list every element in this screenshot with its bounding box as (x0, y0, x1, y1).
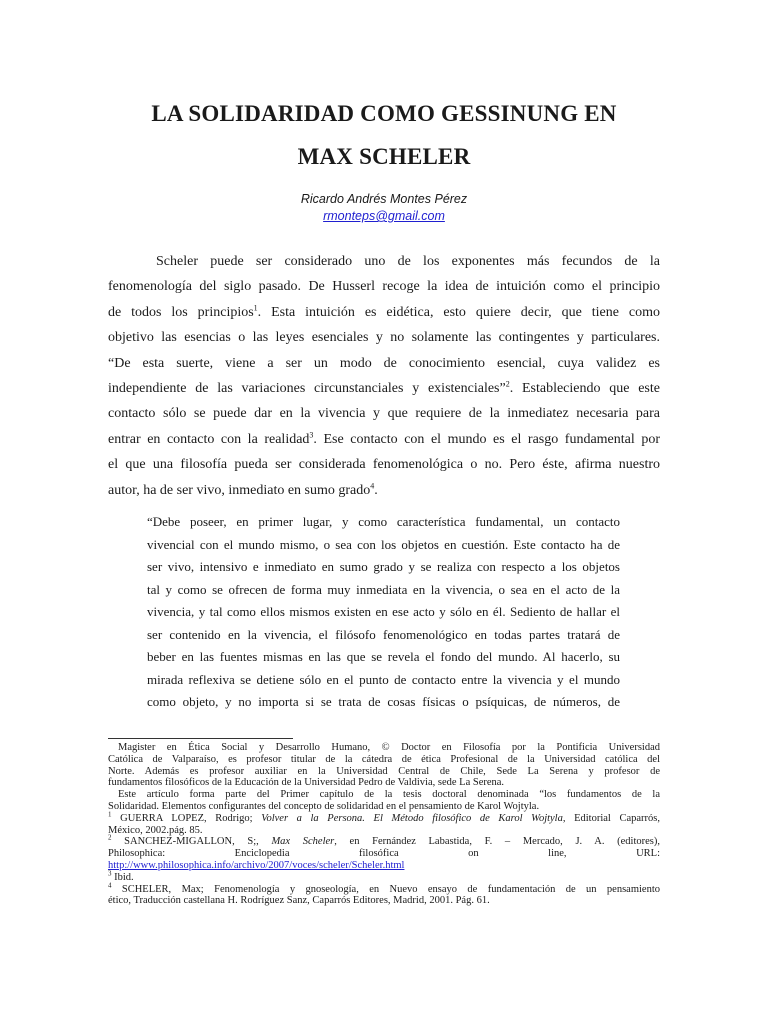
footnote-book-title: Volver a la Persona. El Método filosófico de Karol Wojtyla, (261, 812, 566, 824)
body-line: objetivo las esencias o las leyes esenciales y no solamente las contingentes y particulares. (108, 330, 660, 346)
quote-line: como objeto, y no importa si se trata de cosas físicas o psíquicas, de números, de (147, 694, 620, 709)
body-text-fragment: . Ese contacto con el mundo es el rasgo fundamental por (313, 431, 660, 447)
body-text-fragment: entrar en contacto con la realidad (108, 431, 310, 447)
body-text-fragment: de todos los principios (108, 304, 254, 320)
footnote-line: ético, Traducción castellana H. Rodríguez Sanz, Caparrós Editores, Madrid, 2001. Pág. 61. (108, 895, 490, 907)
body-text-fragment: . Estableciendo que este (509, 381, 660, 397)
quote-line: ser contenido en la vivencia, el filósofo fenomenológico en todas partes tratará de (147, 626, 620, 642)
footnote-publisher: Editorial Caparrós, (565, 812, 660, 824)
quote-line: vivencia, y tal como ellos mismos existen en ese acto y sólo en él. Sediento de hallar el (147, 604, 620, 619)
paper-title (60, 92, 708, 178)
footnote-line: México, 2002.pág. 85. (108, 824, 203, 836)
footnote-url-link[interactable]: http://www.philosophica.info/archivo/2007/voces/scheler/Scheler.html (108, 859, 405, 871)
footnote-ref-4[interactable]: 4 (370, 481, 375, 490)
footnote-mark: 2 (108, 833, 112, 842)
footnote-line: Magister en Ética Social y Desarrollo Humano, © Doctor en Filosofía por la Pontificia Universidad (118, 742, 660, 753)
body-line: “De esta suerte, viene a ser un modo de conocimiento esencial, cuya validez es (108, 355, 660, 371)
body-line (108, 376, 660, 401)
footnotes (108, 742, 660, 907)
footnote-book-title: Max Scheler (271, 836, 335, 848)
quote-line: mirada reflexiva se detiene sólo en el punto de contacto entre la vivencia y el mundo (147, 671, 620, 687)
body-line: fenomenología del siglo pasado. De Husserl recoge la idea de intuición como el principio (108, 279, 660, 295)
body-text-fragment: . Esta intuición es eidética, esto quiere decir, que tiene como (257, 304, 660, 320)
title-line-1: LA SOLIDARIDAD COMO GESSINUNG EN (151, 101, 617, 126)
footnote-ref-1[interactable]: 1 (253, 303, 258, 313)
footnote-url-line (108, 860, 660, 872)
footnote-ref-3[interactable]: 3 (309, 430, 314, 440)
footnote-line: Philosophica: Enciclopedia filosófica on line, URL: (108, 848, 660, 860)
footnote-mark: 1 (108, 810, 112, 819)
footnote-author: SANCHEZ-MIGALLON, S;, (111, 836, 272, 848)
email-link[interactable]: rmonteps@gmail.com (323, 209, 445, 223)
quote-line: tal y como se ofrecen de forma muy inmediata en la vivencia, o sea en el acto de la (147, 581, 620, 597)
quote-line: beber en las fuentes mismas en las que se revela el fondo del mundo. Al hacerlo, su (147, 649, 620, 664)
footnote-3 (108, 869, 660, 884)
footnote-ref-2[interactable]: 2 (505, 379, 510, 389)
footnote-2 (108, 833, 660, 848)
body-line: Scheler puede ser considerado uno de los exponentes más fecundos de la (156, 254, 660, 269)
body-line (108, 300, 660, 325)
footnote-text: SCHELER, Max; Fenomenología y gnoseología, en Nuevo ensayo de fundamentación de un pensamiento (111, 883, 660, 895)
footnote-text: Ibid. (111, 871, 134, 883)
body-text-fragment: . (374, 482, 378, 498)
body-text-fragment: independiente de las variaciones circunstanciales y existenciales” (108, 381, 506, 397)
quote-line: ser vivo, intensivo e inmediato en sumo grado y se realiza con respecto a los objetos (147, 559, 620, 574)
footnote-line: Este artículo forma parte del Primer capítulo de la tesis doctoral denominada “los fundamentos de la (118, 789, 660, 801)
footnote-line: Norte. Además es profesor auxiliar en la Universidad Central de Chile, Sede La Serena y profesor de (108, 765, 660, 777)
footnote-1 (108, 810, 660, 825)
footnote-publisher: , en Fernández Labastida, F. – Mercado, J. A. (editores), (334, 836, 660, 848)
body-line: el que una filosofía pueda ser considerada fenomenológica o no. Pero éste, afirma nuestro (108, 457, 660, 473)
body-line (108, 427, 660, 452)
author-name: Ricardo Andrés Montes Pérez (300, 192, 468, 206)
body-text-fragment: autor, ha de ser vivo, inmediato en sumo grado (108, 482, 371, 498)
footnote-4 (108, 881, 660, 896)
footnote-author: GUERRA LOPEZ, Rodrigo; (111, 812, 262, 824)
footnote-mark: 3 (108, 869, 112, 878)
body-line: contacto sólo se puede dar en la vivencia y que requiere de la inmediatez necesaria para (108, 406, 660, 422)
footnote-line: Solidaridad. Elementos configurantes del concepto de solidaridad en el pensamiento de Karol Wojtyla. (108, 800, 540, 812)
quote-line: “Debe poseer, en primer lugar, y como característica fundamental, un contacto (147, 514, 620, 529)
quote-line: vivencial con el mundo mismo, o sea con los objetos en cuestión. Este contacto ha de (147, 536, 620, 552)
body-line (108, 478, 660, 503)
author-email (0, 208, 768, 225)
title-line-2: MAX SCHELER (297, 144, 471, 169)
block-quote (147, 511, 620, 714)
footnote-mark: 4 (108, 881, 112, 890)
footnote-line: fundamentos filosóficos de la Educación de la Universidad Pedro de Valdivia, sede La Serena. (108, 777, 505, 789)
footnote-line: Católica de Valparaíso, es profesor titular de la cátedra de ética Profesional de la Universidad católica del (108, 753, 660, 765)
body-paragraph (108, 249, 660, 503)
footnote-separator (108, 738, 293, 739)
